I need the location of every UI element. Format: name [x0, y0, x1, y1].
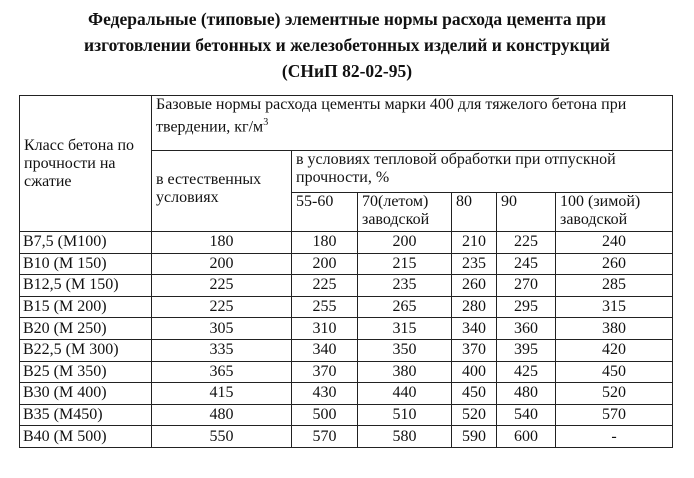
row-value-cell: 235: [452, 253, 497, 275]
row-value-cell: 425: [497, 361, 556, 383]
row-value-cell: 255: [292, 296, 358, 318]
row-concrete-class: В22,5 (М 300): [20, 339, 152, 361]
row-value-cell: 520: [556, 383, 673, 405]
row-value-cell: 500: [292, 404, 358, 426]
row-value-cell: 285: [556, 275, 673, 297]
row-value-cell: 570: [556, 404, 673, 426]
row-value-cell: 395: [497, 339, 556, 361]
row-value-cell: 580: [358, 426, 452, 448]
row-value-cell: 225: [292, 275, 358, 297]
title-line-1: Федеральные (типовые) элементные нормы расхода цемента при: [88, 9, 606, 29]
table-row: [20, 296, 673, 318]
row-value-cell: 600: [497, 426, 556, 448]
row-value-cell: 200: [292, 253, 358, 275]
row-value-cell: 520: [452, 404, 497, 426]
row-value-cell: 200: [152, 253, 292, 275]
table-body: [20, 96, 673, 448]
row-value-cell: 480: [497, 383, 556, 405]
row-concrete-class: В35 (М450): [20, 404, 152, 426]
row-value-cell: 295: [497, 296, 556, 318]
row-concrete-class: В10 (М 150): [20, 253, 152, 275]
row-value-cell: 590: [452, 426, 497, 448]
row-value-cell: 225: [497, 232, 556, 254]
row-value-cell: 340: [452, 318, 497, 340]
table-row: [20, 339, 673, 361]
row-value-cell: 240: [556, 232, 673, 254]
row-value-cell: 310: [292, 318, 358, 340]
row-value-cell: 420: [556, 339, 673, 361]
row-value-cell: 260: [452, 275, 497, 297]
row-value-cell: 380: [556, 318, 673, 340]
row-value-cell: 180: [292, 232, 358, 254]
row-value-cell: 360: [497, 318, 556, 340]
header-base-norms: [152, 96, 673, 151]
row-value-cell: 215: [358, 253, 452, 275]
row-value-cell: 415: [152, 383, 292, 405]
row-value-cell: 570: [292, 426, 358, 448]
header-strength-55-60: 55-60: [292, 193, 358, 232]
header-strength-100: 100 (зимой) заводской: [556, 193, 673, 232]
row-value-cell: 225: [152, 275, 292, 297]
row-concrete-class: В12,5 (М 150): [20, 275, 152, 297]
table-row: [20, 361, 673, 383]
header-strength-80: 80: [452, 193, 497, 232]
row-value-cell: 510: [358, 404, 452, 426]
row-value-cell: 235: [358, 275, 452, 297]
row-value-cell: 280: [452, 296, 497, 318]
row-value-cell: 430: [292, 383, 358, 405]
row-value-cell: 210: [452, 232, 497, 254]
row-value-cell: 305: [152, 318, 292, 340]
row-value-cell: 200: [358, 232, 452, 254]
header-base-norms-superscript: 3: [263, 117, 269, 128]
row-value-cell: 180: [152, 232, 292, 254]
table-row: [20, 253, 673, 275]
table-row: [20, 404, 673, 426]
row-value-cell: 440: [358, 383, 452, 405]
row-value-cell: 245: [497, 253, 556, 275]
table-row: [20, 383, 673, 405]
row-concrete-class: В20 (М 250): [20, 318, 152, 340]
row-value-cell: 450: [452, 383, 497, 405]
row-value-cell: 365: [152, 361, 292, 383]
row-concrete-class: В7,5 (М100): [20, 232, 152, 254]
row-value-cell: 270: [497, 275, 556, 297]
table-row: [20, 318, 673, 340]
row-concrete-class: В30 (М 400): [20, 383, 152, 405]
row-value-cell: 380: [358, 361, 452, 383]
row-concrete-class: В25 (М 350): [20, 361, 152, 383]
header-thermal-treatment: в условиях тепловой обработки при отпускной прочности, %: [292, 151, 673, 193]
header-natural-conditions: в естественных условиях: [152, 151, 292, 232]
row-value-cell: 370: [292, 361, 358, 383]
table-row: [20, 232, 673, 254]
row-concrete-class: В15 (М 200): [20, 296, 152, 318]
table-row: [20, 426, 673, 448]
row-value-cell: 540: [497, 404, 556, 426]
watermark-overlay: [458, 459, 694, 478]
row-value-cell: 480: [152, 404, 292, 426]
header-base-norms-text: Базовые нормы расхода цементы марки 400 для тяжелого бетона при твердении, кг/м: [156, 96, 627, 136]
header-concrete-class: Класс бетона по прочности на сжатие: [20, 96, 152, 232]
row-value-cell: 400: [452, 361, 497, 383]
row-value-cell: 315: [556, 296, 673, 318]
row-value-cell: -: [556, 426, 673, 448]
title-line-2: изготовлении бетонных и железобетонных изделий и конструкций: [84, 35, 610, 55]
row-value-cell: 265: [358, 296, 452, 318]
row-value-cell: 370: [452, 339, 497, 361]
cement-norms-table: [19, 95, 673, 448]
table-row: [20, 275, 673, 297]
header-strength-90: 90: [497, 193, 556, 232]
header-strength-70: 70(летом) заводской: [358, 193, 452, 232]
row-value-cell: 335: [152, 339, 292, 361]
row-value-cell: 315: [358, 318, 452, 340]
row-value-cell: 340: [292, 339, 358, 361]
row-concrete-class: В40 (М 500): [20, 426, 152, 448]
title-line-3: (СНиП 82-02-95): [281, 61, 413, 81]
header-row-1: [20, 96, 673, 151]
row-value-cell: 350: [358, 339, 452, 361]
row-value-cell: 260: [556, 253, 673, 275]
row-value-cell: 225: [152, 296, 292, 318]
row-value-cell: 550: [152, 426, 292, 448]
row-value-cell: 450: [556, 361, 673, 383]
document-title: [0, 6, 694, 84]
